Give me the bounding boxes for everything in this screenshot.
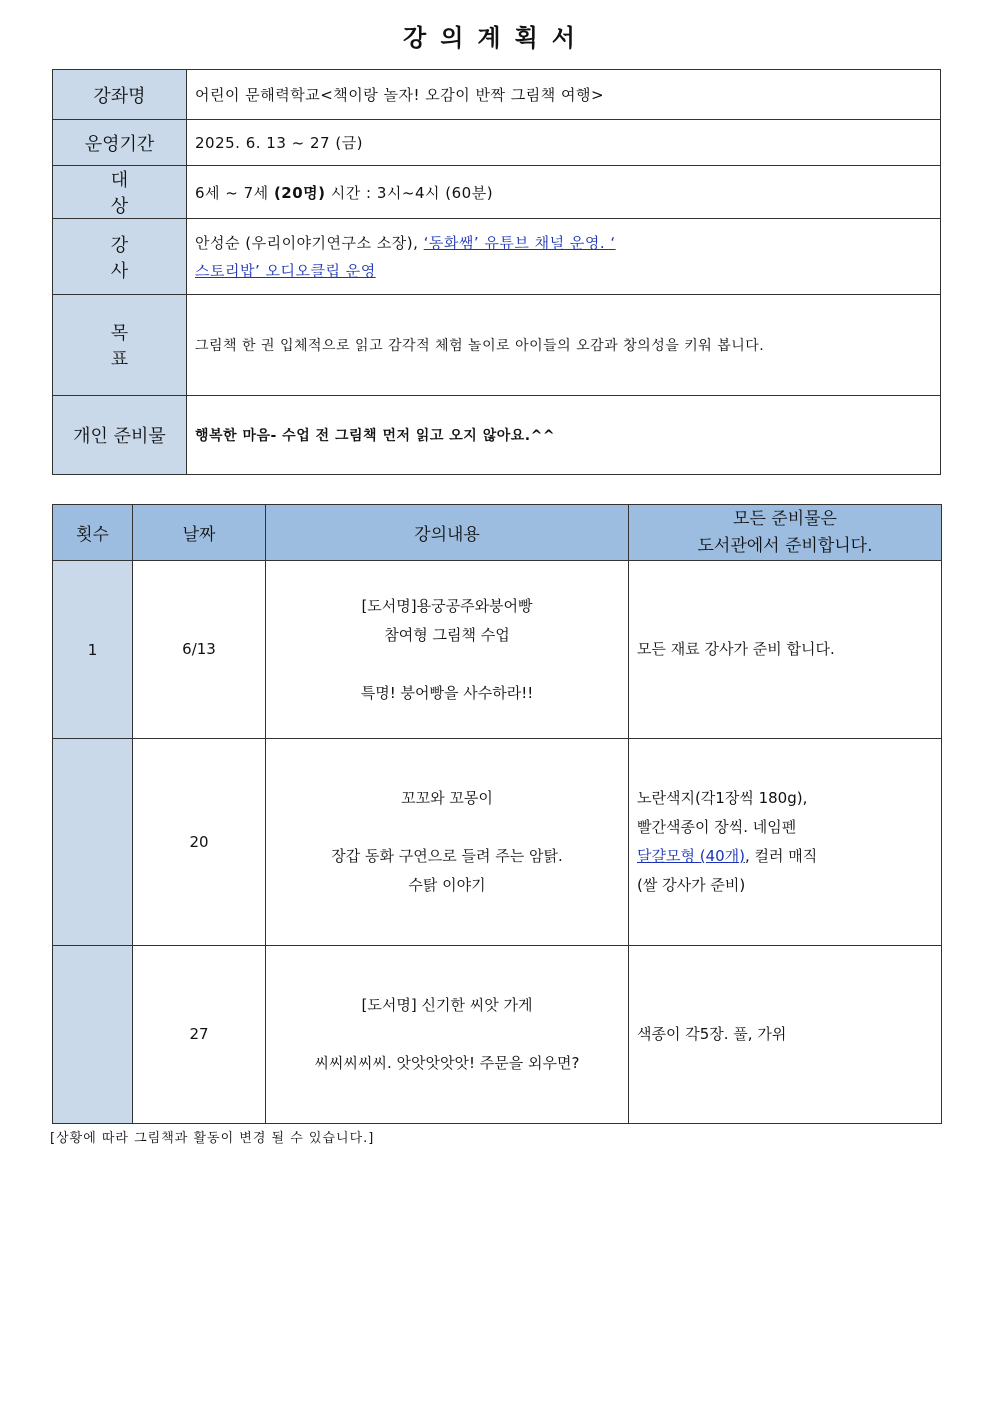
schedule-table — [52, 504, 942, 1124]
target-age: 6세 ~ 7세 — [195, 183, 274, 202]
materials-text: , 컬러 매직 — [745, 847, 818, 865]
content-line: 참여형 그림책 수업 — [384, 625, 510, 644]
audioclip-link[interactable]: 스토리밥’ 오디오클립 운영 — [195, 261, 376, 280]
content-line: [도서명]용궁공주와붕어빵 — [361, 596, 533, 615]
target-time: 시간 : 3시~4시 (60분) — [325, 183, 494, 202]
row-date: 20 — [133, 739, 266, 946]
target-value — [187, 166, 941, 219]
page-title: 강의계획서 — [403, 24, 589, 52]
target-label: 대 상 — [53, 166, 187, 219]
instructor-value — [187, 219, 941, 295]
row-date: 6/13 — [133, 561, 266, 739]
course-label: 강좌명 — [53, 70, 187, 120]
row-date: 27 — [133, 946, 266, 1124]
content-line: 장갑 동화 구연으로 들려 주는 암탉. — [331, 847, 563, 865]
content-line: 씨씨씨씨씨. 앗앗앗앗앗! 주문을 외우면? — [314, 1054, 580, 1072]
row-content — [266, 561, 629, 739]
prep-value: 행복한 마음- 수업 전 그림책 먼저 읽고 오지 않아요.^^ — [187, 396, 941, 475]
row-materials — [629, 739, 942, 946]
row-content — [266, 739, 629, 946]
row-count: 1 — [53, 561, 133, 739]
course-value: 어린이 문해력학교<책이랑 놀자! 오감이 반짝 그림책 여행> — [187, 70, 941, 120]
content-line — [274, 813, 620, 842]
youtube-channel-link[interactable]: ‘동화쌤’ 유튜브 채널 운영. ‘ — [423, 233, 616, 252]
header-materials-line1: 모든 준비물은 — [733, 508, 837, 529]
goal-value: 그림책 한 권 입체적으로 읽고 감각적 체험 놀이로 아이들의 오감과 창의성을 키워 봅니다. — [187, 295, 941, 396]
period-value: 2025. 6. 13 ~ 27 (금) — [187, 120, 941, 166]
prep-label: 개인 준비물 — [53, 396, 187, 475]
course-info-table — [52, 69, 941, 475]
header-date: 날짜 — [133, 505, 266, 561]
content-line: [도서명] 신기한 씨앗 가게 — [361, 996, 533, 1014]
change-notice: [상황에 따라 그림책과 활동이 변경 될 수 있습니다.] — [50, 1131, 375, 1146]
period-label: 운영기간 — [53, 120, 187, 166]
instructor-name: 안성순 (우리이야기연구소 소장), — [195, 233, 424, 252]
materials-line: 노란색지(각1장씩 180g), — [637, 789, 808, 807]
table-row — [53, 946, 942, 1124]
instructor-label: 강 사 — [53, 219, 187, 295]
content-line: 꼬꼬와 꼬몽이 — [401, 789, 493, 807]
content-line — [274, 1020, 620, 1049]
egg-model-link[interactable]: 달걀모형 (40개) — [637, 847, 746, 865]
header-materials — [629, 505, 942, 561]
row-count — [53, 739, 133, 946]
row-count — [53, 946, 133, 1124]
row-content — [266, 946, 629, 1124]
content-line: 수탉 이야기 — [408, 876, 486, 894]
table-row — [53, 561, 942, 739]
header-content: 강의내용 — [266, 505, 629, 561]
content-line — [274, 650, 620, 679]
materials-line: (쌀 강사가 준비) — [637, 876, 746, 894]
table-row — [53, 739, 942, 946]
content-line: 특명! 붕어빵을 사수하라!! — [360, 683, 534, 702]
materials-line — [637, 842, 933, 871]
header-count: 횟수 — [53, 505, 133, 561]
header-materials-line2: 도서관에서 준비합니다. — [697, 535, 873, 556]
target-count: (20명) — [273, 183, 326, 202]
goal-label: 목 표 — [53, 295, 187, 396]
row-materials: 색종이 각5장. 풀, 가위 — [629, 946, 942, 1124]
row-materials: 모든 재료 강사가 준비 합니다. — [629, 561, 942, 739]
materials-line: 빨간색종이 장씩. 네임펜 — [637, 818, 797, 836]
